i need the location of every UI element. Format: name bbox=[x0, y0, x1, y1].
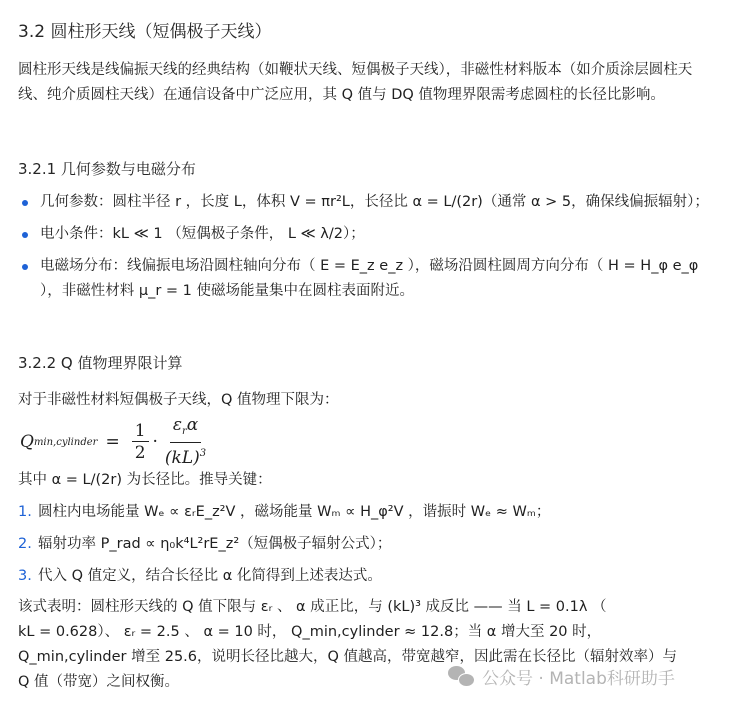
wechat-icon bbox=[448, 666, 476, 688]
watermark-text: 公众号 · Matlab科研助手 bbox=[482, 669, 675, 689]
bullet-list bbox=[18, 190, 718, 311]
fraction-den: 2 bbox=[134, 442, 146, 463]
q-formula bbox=[20, 415, 213, 469]
formula-lhs: Q bbox=[20, 432, 34, 452]
summary-line: 该式表明：圆柱形天线的 Q 值下限与 εᵣ 、 α 成正比，与 (kL)³ 成反比 —— 当 L = 0.1λ （ bbox=[18, 599, 607, 615]
list-text: 辐射功率 P_rad ∝ η₀k⁴L²rE_z²（短偶极子辐射公式）； bbox=[38, 536, 392, 552]
formula-dot: · bbox=[152, 432, 158, 452]
fraction-num: 1 bbox=[132, 421, 149, 442]
fraction-num bbox=[170, 415, 201, 443]
fraction-main bbox=[162, 415, 209, 469]
derivation-list bbox=[18, 500, 718, 596]
eps: ε bbox=[172, 415, 182, 435]
bullet-item bbox=[18, 254, 718, 304]
kl: (kL) bbox=[164, 448, 200, 468]
q-limit-intro: 对于非磁性材料短偶极子天线，Q 值物理下限为： bbox=[18, 392, 339, 408]
summary-line: Q_min,cylinder 增至 25.6，说明长径比越大，Q 值越高，带宽越窄，因此需在长径比（辐射效率）与 bbox=[18, 649, 678, 665]
bullet-label: 电小条件： bbox=[40, 226, 113, 242]
list-number: 1. bbox=[18, 504, 32, 520]
bullet-text: 线偏振电场沿圆柱轴向分布（ E = E_z e_z ），磁场沿圆柱圆周方向分布（ H = H_φ e_φ ），非磁性材料 μ_r = 1 使磁场能量集中在圆柱表面附近。 bbox=[40, 258, 699, 299]
bullet-icon bbox=[22, 200, 28, 206]
bullet-label: 几何参数： bbox=[40, 194, 113, 210]
formula-lhs-sub: min,cylinder bbox=[33, 436, 98, 448]
bullet-text: 圆柱半径 r ，长度 L，体积 V = πr²L，长径比 α = L/(2r)（通常 α > 5，确保线偏振辐射）； bbox=[112, 194, 709, 210]
list-text: 代入 Q 值定义，结合长径比 α 化简得到上述表达式。 bbox=[38, 568, 382, 584]
list-number: 2. bbox=[18, 536, 32, 552]
list-number: 3. bbox=[18, 568, 32, 584]
list-text: 圆柱内电场能量 Wₑ ∝ εᵣE_z²V ，磁场能量 Wₘ ∝ H_φ²V ，谐振时 Wₑ ≈ Wₘ； bbox=[38, 504, 551, 520]
fraction-den bbox=[162, 443, 209, 469]
summary-line: Q 值（带宽）之间权衡。 bbox=[18, 674, 180, 690]
list-item bbox=[18, 564, 718, 589]
watermark bbox=[448, 664, 675, 689]
list-item bbox=[18, 500, 718, 525]
subsection-title-q-limit: 3.2.2 Q 值物理界限计算 bbox=[18, 354, 183, 372]
bullet-text: kL ≪ 1 （短偶极子条件， L ≪ λ/2）； bbox=[112, 226, 365, 242]
where-text: 其中 α = L/(2r) 为长径比。推导关键： bbox=[18, 472, 272, 488]
section-title: 3.2 圆柱形天线（短偶极子天线） bbox=[18, 22, 272, 42]
eps-sub: r bbox=[181, 426, 187, 437]
alpha: α bbox=[186, 415, 199, 435]
bullet-item bbox=[18, 222, 718, 247]
subsection-title-geometry: 3.2.1 几何参数与电磁分布 bbox=[18, 160, 196, 178]
bullet-icon bbox=[22, 264, 28, 270]
list-item bbox=[18, 532, 718, 557]
kl-sup: 3 bbox=[199, 448, 207, 459]
intro-paragraph: 圆柱形天线是线偏振天线的经典结构（如鞭状天线、短偶极子天线），非磁性材料版本（如介质涂层圆柱天线、纯介质圆柱天线）在通信设备中广泛应用，其 Q 值与 DQ 值物理界限需考虑圆柱的长径比影响。 bbox=[18, 62, 693, 103]
formula-eq: = bbox=[105, 432, 120, 452]
fraction-half bbox=[132, 421, 149, 464]
bullet-icon bbox=[22, 232, 28, 238]
bullet-item bbox=[18, 190, 718, 215]
bullet-label: 电磁场分布： bbox=[40, 258, 127, 274]
summary-line: kL = 0.628）、 εᵣ = 2.5 、 α = 10 时， Q_min,cylinder ≈ 12.8；当 α 增大至 20 时， bbox=[18, 624, 602, 640]
